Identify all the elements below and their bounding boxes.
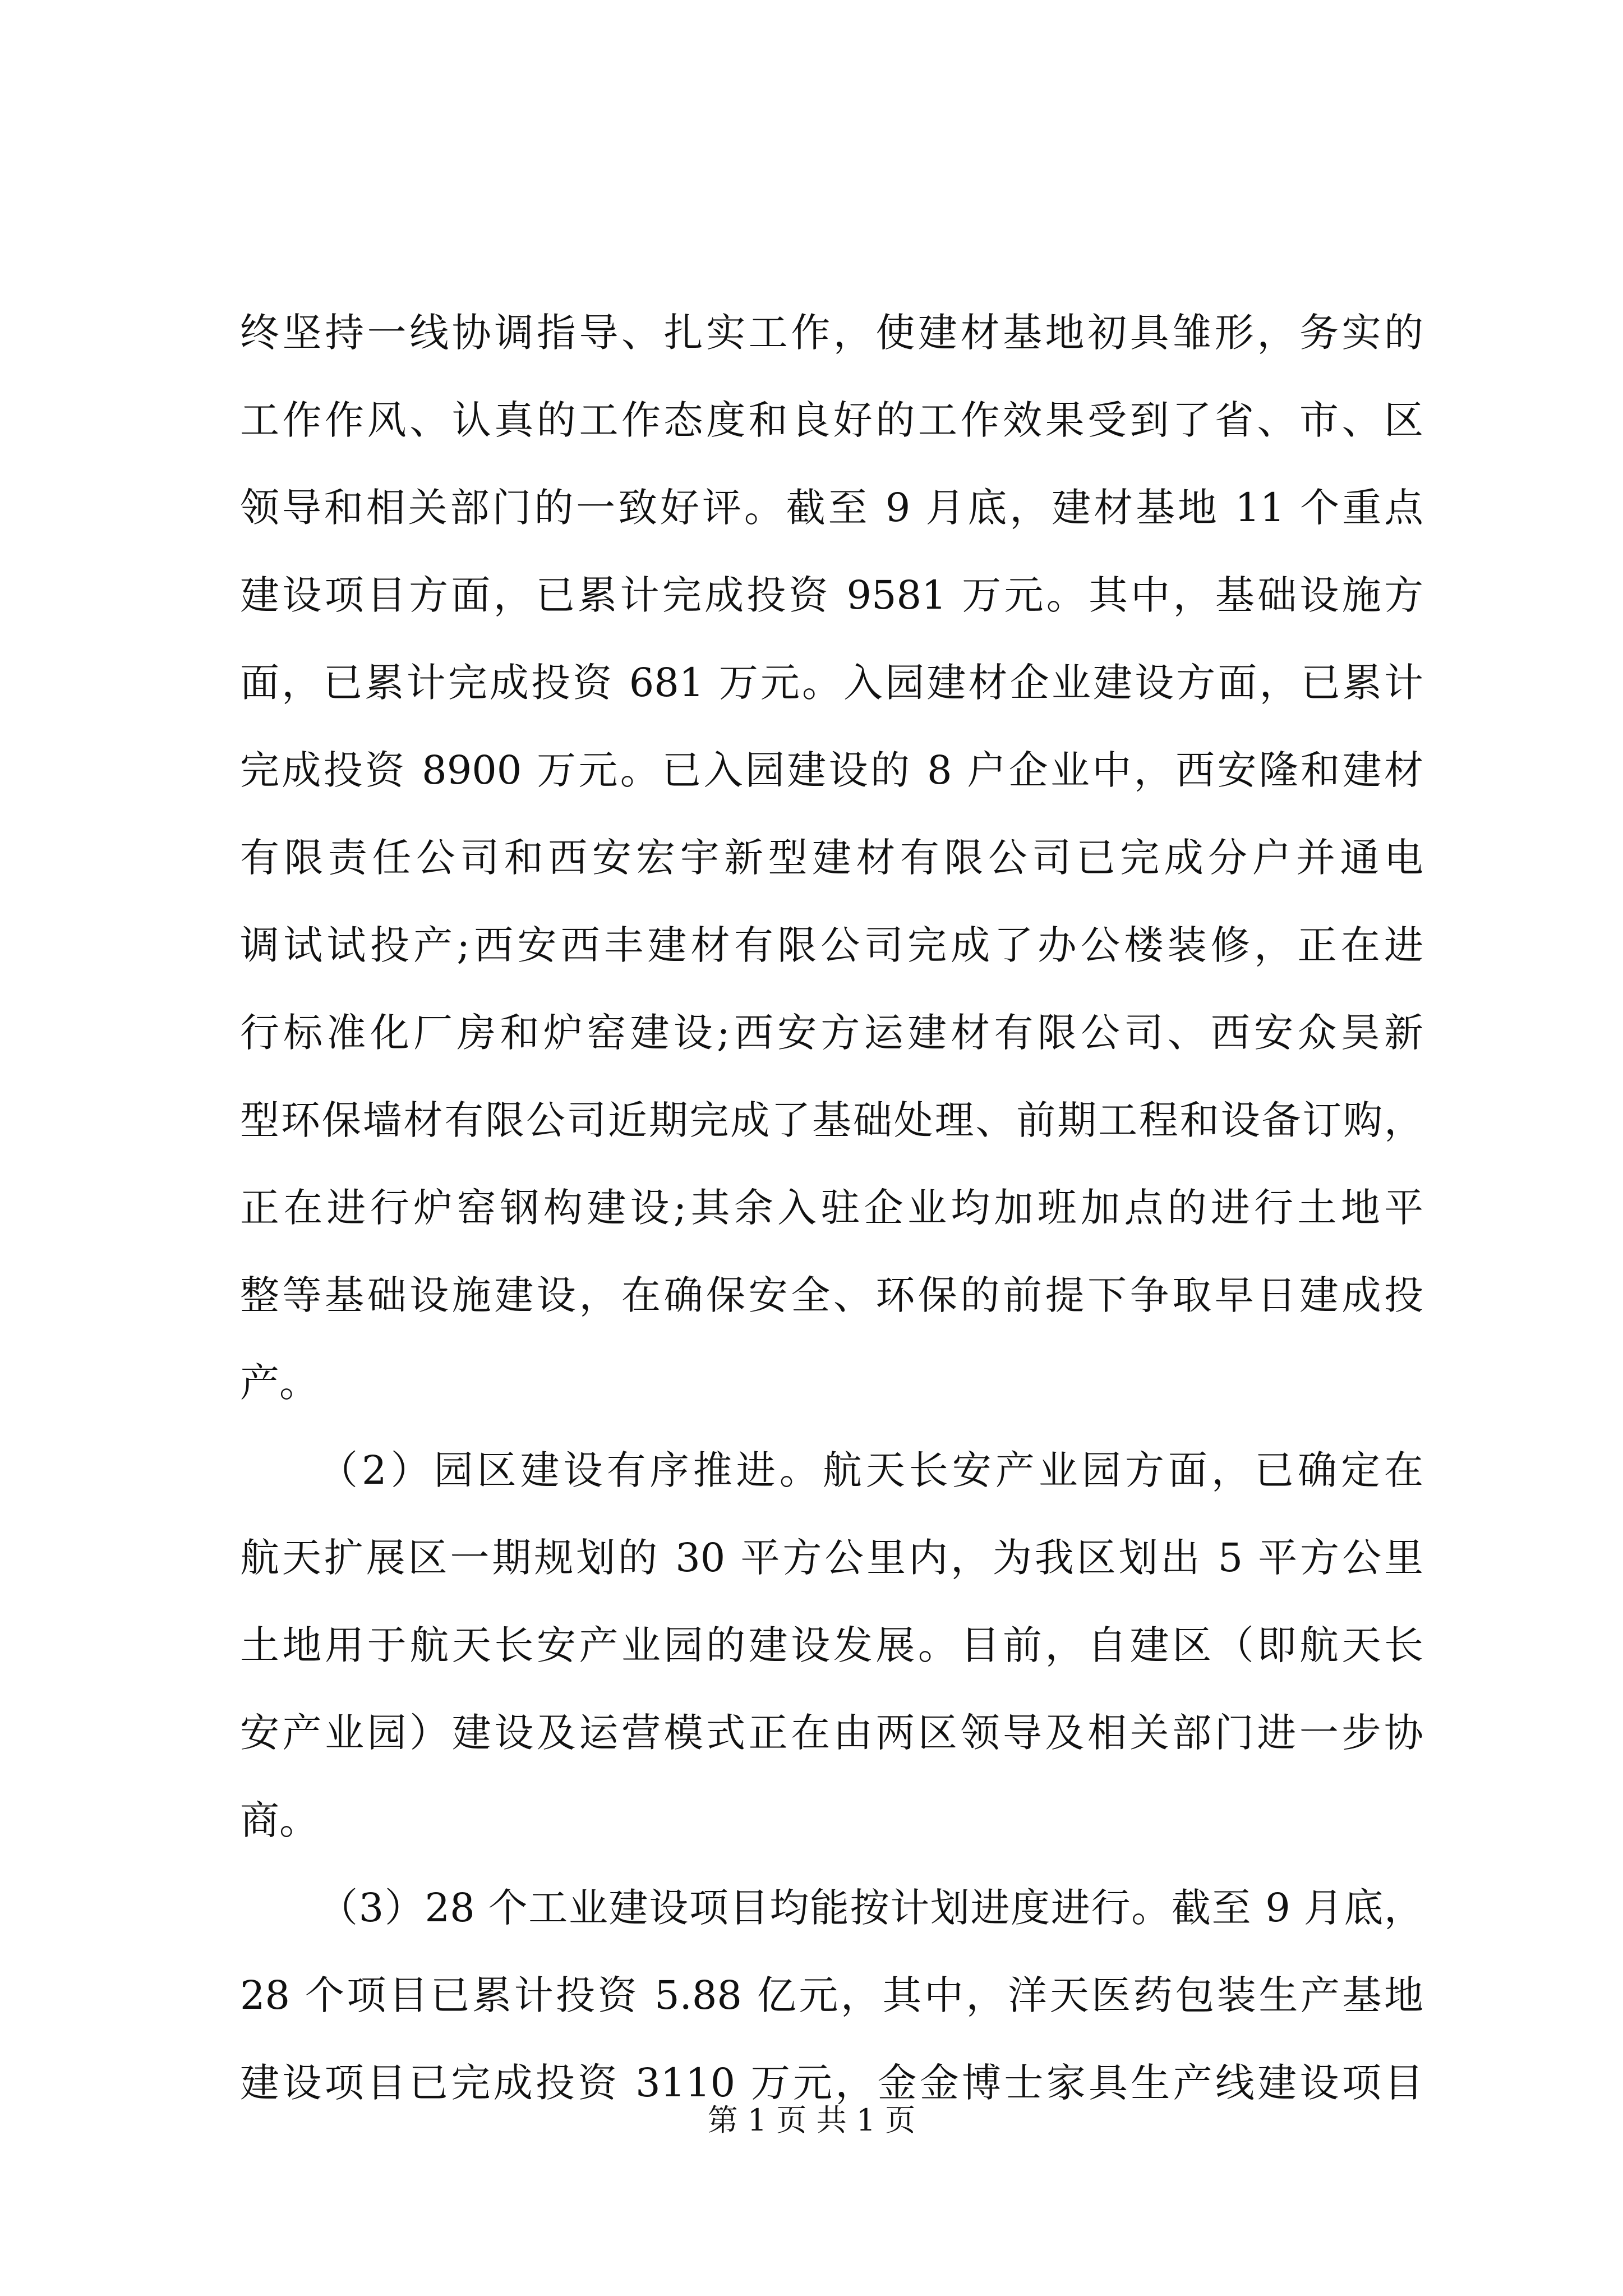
text-line: 行标准化厂房和炉窑建设;西安方运建材有限公司、西安众昊新 [240,1010,1423,1056]
body-text [240,289,1423,2127]
text-line: 安产业园）建设及运营模式正在由两区领导及相关部门进一步协 [240,1710,1423,1756]
text-line: 终坚持一线协调指导、扎实工作，使建材基地初具雏形，务实的 [240,310,1423,356]
text-line: 正在进行炉窑钢构建设;其余入驻企业均加班加点的进行土地平 [240,1185,1423,1231]
text-line: 有限责任公司和西安宏宇新型建材有限公司已完成分户并通电 [240,835,1423,881]
paragraph-start-line: （3）28 个工业建设项目均能按计划进度进行。截至 9 月底， [319,1885,1423,1931]
text-line: 领导和相关部门的一致好评。截至 9 月底，建材基地 11 个重点 [240,485,1423,531]
text-line: 航天扩展区一期规划的 30 平方公里内，为我区划出 5 平方公里 [240,1535,1423,1581]
text-line: 完成投资 8900 万元。已入园建设的 8 户企业中，西安隆和建材 [240,747,1423,793]
page-number-label: 第 1 页 共 1 页 [707,2102,916,2138]
text-line: 整等基础设施建设，在确保安全、环保的前提下争取早日建成投 [240,1272,1423,1318]
text-line: 建设项目已完成投资 3110 万元，金金博士家具生产线建设项目 [240,2060,1423,2106]
paragraph-start-line: （2）园区建设有序推进。航天长安产业园方面，已确定在 [319,1447,1423,1493]
text-line: 产。 [240,1360,319,1406]
text-line: 土地用于航天长安产业园的建设发展。目前，自建区（即航天长 [240,1622,1423,1668]
text-line: 建设项目方面，已累计完成投资 9581 万元。其中，基础设施方 [240,572,1423,618]
text-line: 28 个项目已累计投资 5.88 亿元，其中，洋天医药包装生产基地 [240,1972,1423,2018]
text-line: 调试试投产;西安西丰建材有限公司完成了办公楼装修，正在进 [240,922,1423,968]
page-footer [0,2101,1623,2140]
text-line: 工作作风、认真的工作态度和良好的工作效果受到了省、市、区 [240,397,1423,443]
text-line: 商。 [240,1797,319,1843]
text-line: 面，已累计完成投资 681 万元。入园建材企业建设方面，已累计 [240,660,1423,706]
text-line: 型环保墙材有限公司近期完成了基础处理、前期工程和设备订购， [240,1097,1423,1143]
